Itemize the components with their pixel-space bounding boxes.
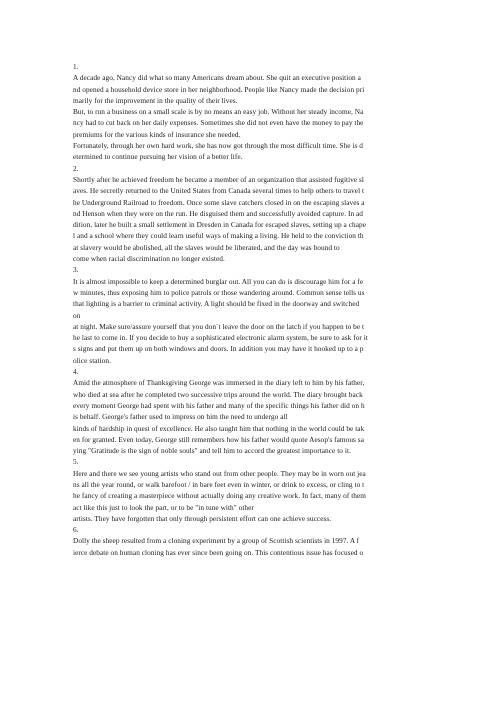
text-line: he last to come in. If you decide to buy a sophisticated electronic alarm system, be sure to ask for it (73, 333, 368, 343)
text-line: Shortly after he achieved freedom he became a member of an organization that assisted fugitive sl (73, 174, 365, 184)
text-line: on (73, 310, 81, 320)
text-line: Amid the atmosphere of Thanksgiving George was immersed in the diary left to him by his father, (73, 378, 365, 388)
text-line: ns all the year round, or walk barefoot / in bare feet even in winter, or drink to excess, or cling to t (73, 479, 365, 489)
text-line: s signs and put them up on both windows and doors. In addition you may have it hooked up to a p (73, 344, 364, 354)
text-line: nd Henson when they were on the run. He disguised them and successfully avoided capture. In ad (73, 208, 364, 218)
text-line: at night. Make sure/assure yourself that you don`t leave the door on the latch if you happen to be t (73, 321, 365, 331)
text-line: premiums for the various kinds of insurance she needed. (73, 129, 241, 139)
text-line: ying "Gratitude is the sign of noble souls" and tell him to accord the greatest importance to it. (73, 446, 351, 456)
text-line: It is almost impossible to keep a determined burglar out. All you can do is discourage him for a fe (73, 276, 364, 286)
text-line: that lighting is a barrier to criminal activity. A light should be fixed in the doorway and switched (73, 299, 360, 309)
text-line: nd opened a household device store in her neighborhood. People like Nancy made the decision pri (73, 84, 365, 94)
section-number: 6. (73, 525, 79, 535)
text-line: at slavery would be abolished, all the slaves would be liberated, and the day was bound to (73, 242, 340, 252)
section-number: 3. (73, 265, 79, 275)
text-line: artists. They have forgotten that only through persistent effort can one achieve success. (73, 513, 332, 523)
text-line: Here and there we see young artists who stand out from other people. They may be in worn out jea (73, 468, 366, 478)
text-line: A decade ago, Nancy did what so many Americans dream about. She quit an executive position a (73, 73, 361, 83)
text-line: aves. He secretly returned to the United States from Canada several times to help others to travel t (73, 186, 365, 196)
text-line: kinds of hardship in quest of excellence. He also taught him that nothing in the world could be tak (73, 423, 365, 433)
text-line: he Underground Railroad to freedom. Once some slave catchers closed in on the escaping slaves a (73, 197, 365, 207)
text-line: act like this just to look the part, or to be "in tune with" other (73, 502, 254, 512)
text-line: Fortunately, through her own hard work, she has now got through the most difficult time. She is d (73, 141, 363, 151)
section-number: 5. (73, 457, 79, 467)
text-line: he fancy of creating a masterpiece without actually doing any creative work. In fact, many of them (73, 491, 367, 501)
section-number: 4. (73, 367, 79, 377)
text-line: dition, later he built a small settlement in Dresden in Canada for escaped slaves, setting up a chape (73, 220, 366, 230)
text-line: l and a school where they could learn useful ways of making a living. He held to the conviction th (73, 231, 364, 241)
text-line: come when racial discrimination no longer existed. (73, 254, 225, 264)
text-line: is behalf. George's father used to impress on him the need to undergo all (73, 412, 288, 422)
text-line: etermined to continue pursuing her vision of a better life. (73, 152, 243, 162)
text-line: marily for the improvement in the quality of their lives. (73, 95, 238, 105)
section-number: 2. (73, 163, 79, 173)
text-line: Dolly the sheep resulted from a cloning experiment by a group of Scottish scientists in 1997. A f (73, 536, 360, 546)
text-line: But, to run a business on a small scale is by no means an easy job. Without her steady income, Na (73, 107, 364, 117)
text-line: ierce debate on human cloning has ever since been going on. This contentious issue has focused o (73, 547, 364, 557)
text-line: en for granted. Even today, George still remembers how his father would quote Aesop's famous sa (73, 434, 364, 444)
text-line: w minutes, thus exposing him to police patrols or those wandering around. Common sense tells us (73, 287, 365, 297)
text-line: who died at sea after he completed two successive trips around the world. The diary brought back (73, 389, 363, 399)
text-line: every moment George had spent with his father and many of the specific things his father did on h (73, 400, 365, 410)
section-number: 1. (73, 62, 79, 71)
text-line: ncy had to cut back on her daily expenses. Sometimes she did not even have the money to pay the (73, 118, 364, 128)
text-line: olice station. (73, 355, 111, 365)
